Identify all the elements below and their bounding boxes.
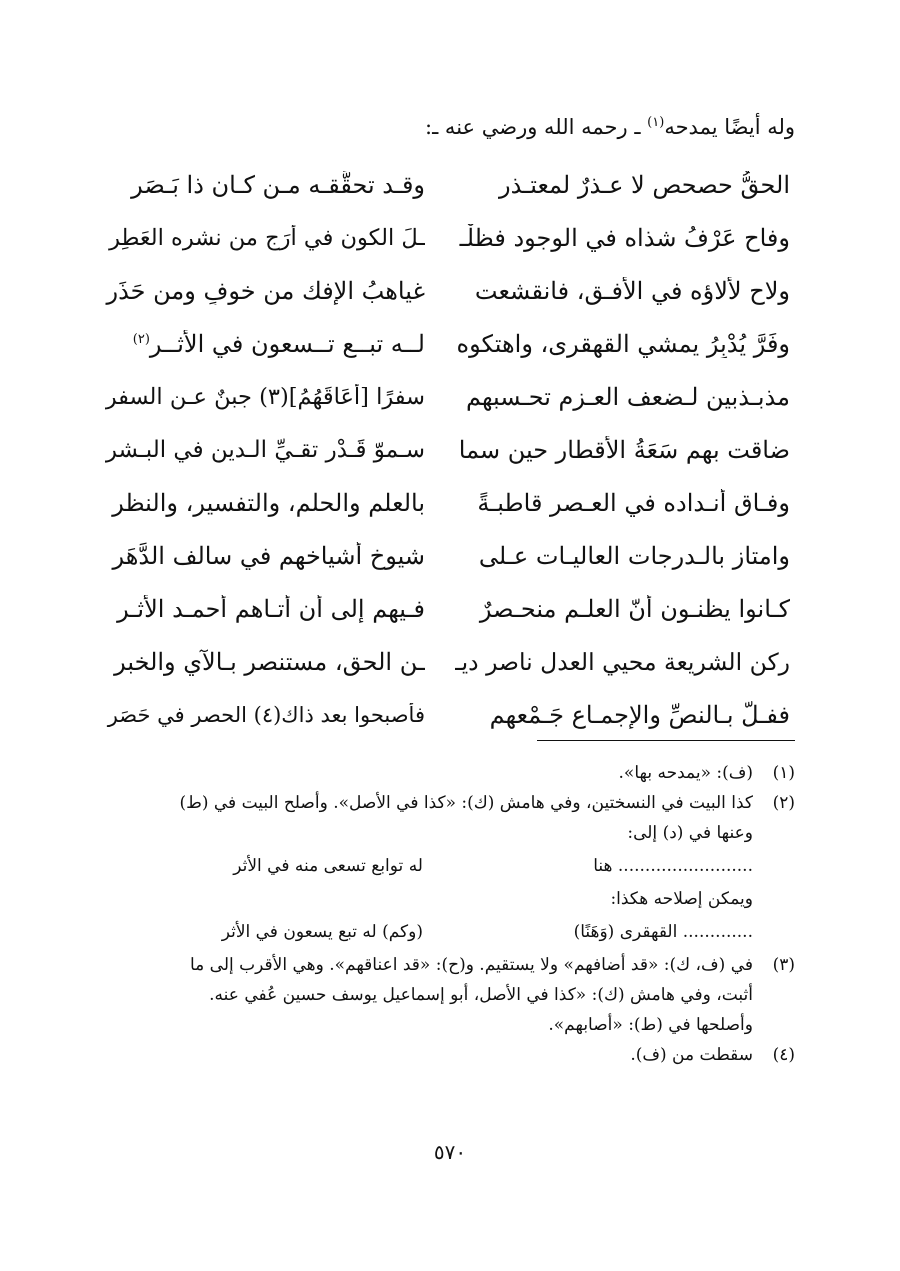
- alternative-verse: [95, 914, 753, 950]
- verse-first-hemistich: ركن الشريعة محيي العدل ناصر ديـ: [455, 647, 790, 676]
- verse-first-hemistich: مذبـذبين لـضعف العـزم تحـسبهم: [466, 382, 790, 411]
- verse: [105, 158, 790, 211]
- footnote-number: (٣): [772, 955, 795, 975]
- footnote-text: أثبت، وفي هامش (ك): «كذا في الأصل، أبو إسماعيل يوسف حسين عُفي عنه.: [209, 985, 753, 1005]
- verse-second-hemistich: [105, 330, 425, 358]
- footnote-3: [95, 950, 795, 1040]
- verse: [105, 582, 790, 635]
- verse: [105, 688, 790, 741]
- footnote-separator: [537, 740, 795, 741]
- footnote-ref-1[interactable]: (١): [647, 115, 665, 130]
- verse-second-hemistich: سـموّ قَـدْر تقـيِّ الـدين في البـشر: [105, 436, 425, 463]
- footnote-text: وعنها في (د) إلى:: [627, 823, 753, 843]
- footnote-4: [95, 1040, 795, 1070]
- intro-text: وله أيضًا يمدحه: [664, 115, 795, 139]
- verse-second-hemistich: سفرًا [أعَاقَهُمُ](٣) جبنٌ عـن السفر: [105, 383, 425, 410]
- footnote-text: وأصلحها في (ط): «أصابهم».: [548, 1015, 753, 1035]
- footnote-text: ويمكن إصلاحه هكذا:: [610, 889, 753, 909]
- verse-second-hemistich: ـن الحق، مستنصر بـالآي والخبر: [114, 647, 425, 676]
- footnote-1: [95, 758, 795, 788]
- alternative-first-hemistich: ............. القهقرى (وَهَنًا): [573, 922, 753, 942]
- verse-first-hemistich: الحقُّ حصحص لا عـذرٌ لمعتـذرٍ: [499, 170, 790, 199]
- footnote-2: [95, 788, 795, 950]
- verse: [105, 211, 790, 264]
- verse-second-hemistich: فـيهم إلى أن أتـاهم أحمـد الأثـر: [117, 594, 425, 623]
- verse-first-hemistich: وفَرَّ يُدْبِرُ يمشي القهقرى، واهتكوه: [456, 329, 790, 358]
- verse-first-hemistich: ففـلَّ بـالنصِّ والإجمـاع جَـمْعهم: [489, 700, 790, 729]
- footnote-ref-2[interactable]: (٢): [132, 331, 150, 347]
- verse-second-hemistich: بالعلم والحلم، والتفسير، والنظر: [112, 488, 425, 517]
- verse-first-hemistich: ضاقت بهم سَعَةُ الأقطار حين سما: [458, 435, 790, 464]
- footnote-text: سقطت من (ف).: [630, 1045, 753, 1065]
- hemistich-text: لــه تبــع تــسعون في الأثــر: [149, 329, 425, 358]
- footnote-text: في (ف، ك): «قد أضافهم» ولا يستقيم. و(ح): «قد اعناقهم». وهي الأقرب إلى ما: [189, 955, 753, 975]
- verse: [105, 317, 790, 370]
- verse-first-hemistich: ولاح لألاؤه في الأفـق، فانقشعت: [474, 276, 790, 305]
- verse-second-hemistich: وقـد تحقَّقـه مـن كـان ذا بَـصَر: [131, 170, 425, 199]
- poem: [105, 158, 790, 741]
- verse-first-hemistich: كـانوا يظنـون أنّ العلـم منحـصرٌ: [479, 594, 790, 623]
- verse-second-hemistich: شيوخ أشياخهم في سالف الدَّهَر: [112, 541, 425, 570]
- alternative-second-hemistich: له توابع تسعى منه في الأثر: [233, 856, 423, 876]
- page-number: ٥٧٠: [433, 1140, 467, 1164]
- verse: [105, 370, 790, 423]
- alternative-verse: [95, 848, 753, 884]
- footnote-number: (٤): [772, 1045, 795, 1065]
- verse: [105, 635, 790, 688]
- verse-first-hemistich: وفاح عَرْفُ شذاه في الوجود فظلْـ: [459, 223, 790, 252]
- alternative-first-hemistich: ......................... هنا: [593, 856, 753, 876]
- poem-intro: [95, 110, 795, 144]
- alternative-second-hemistich: (وكم) له تبع يسعون في الأثر: [221, 922, 423, 942]
- verse-second-hemistich: فأصبحوا بعد ذاك(٤) الحصر في حَصَر: [107, 702, 425, 727]
- verse-second-hemistich: ـلَ الكون في أَرَجٍ من نشره العَطِر: [109, 224, 425, 251]
- footnote-text: (ف): «يمدحه بها».: [618, 763, 753, 783]
- intro-text-tail: ـ رحمه الله ورضي عنه ـ:: [425, 115, 648, 139]
- verse-first-hemistich: وفـاق أنـداده في العـصر قاطبـةً: [477, 488, 790, 517]
- verse: [105, 264, 790, 317]
- footnote-text: كذا البيت في النسختين، وفي هامش (ك): «كذا في الأصل». وأصلح البيت في (ط): [179, 793, 753, 813]
- verse: [105, 423, 790, 476]
- verse: [105, 529, 790, 582]
- footnotes: [95, 758, 795, 1070]
- verse-second-hemistich: غياهبُ الإفك من خوفٍ ومن حَذَر: [106, 276, 425, 305]
- footnote-number: (٢): [772, 793, 795, 813]
- verse: [105, 476, 790, 529]
- footnote-number: (١): [772, 763, 795, 783]
- verse-first-hemistich: وامتاز بالـدرجات العاليـات عـلى: [478, 541, 790, 570]
